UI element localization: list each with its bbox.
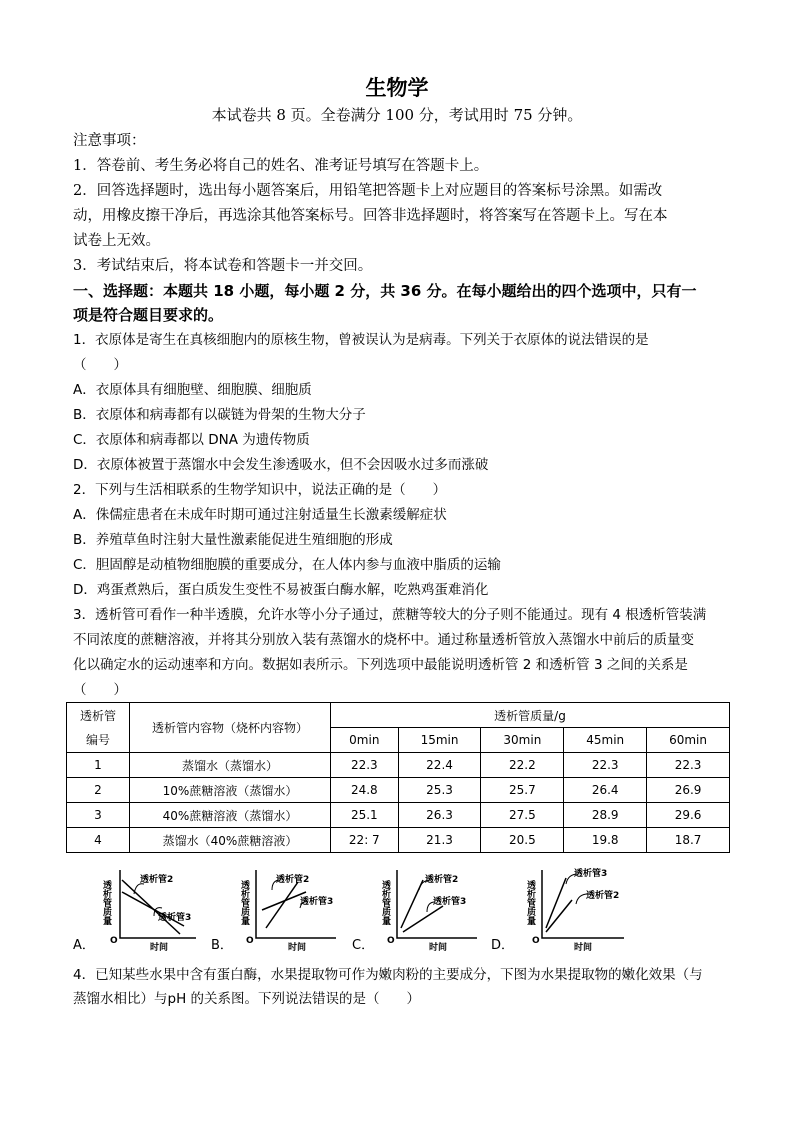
table-header-time: 60min <box>647 728 730 753</box>
question-2-stem: 2．下列与生活相联系的生物学知识中，说法正确的是（ ） <box>73 482 447 498</box>
axes <box>542 870 624 938</box>
option-d-graph <box>520 866 670 953</box>
table-cell: 29.6 <box>647 803 730 828</box>
page-title: 生物学 <box>365 76 429 100</box>
question-3-stem: 3．透析管可看作一种半透膜，允许水等小分子通过，蔗糖等较大的分子则不能通过。现有 4 根透析管装满 <box>73 607 707 623</box>
table-header-time: 30min <box>481 728 564 753</box>
table-header-time: 0min <box>331 728 399 753</box>
table-header-mass: 透析管质量/g <box>331 703 730 728</box>
notice-item: 试卷上无效。 <box>73 233 160 249</box>
table-cell: 26.9 <box>647 778 730 803</box>
table-cell: 22.3 <box>647 753 730 778</box>
label-tube-3: 透析管3 <box>158 913 192 923</box>
table-cell-id: 4 <box>67 828 130 853</box>
question-2-option-a: A．侏儒症患者在未成年时期可通过注射适量生长激素缓解症状 <box>73 507 447 523</box>
notice-item: 2．回答选择题时，选出每小题答案后，用铅笔把答题卡上对应题目的答案标号涂黑。如需改 <box>73 183 663 199</box>
table-cell: 25.3 <box>398 778 481 803</box>
table-cell: 22.2 <box>481 753 564 778</box>
table-cell: 21.3 <box>398 828 481 853</box>
line-tube-2 <box>546 900 572 932</box>
table-cell-id: 3 <box>67 803 130 828</box>
question-3-stem: 不同浓度的蔗糖溶液，并将其分别放入装有蒸馏水的烧杯中。通过称量透析管放入蒸馏水中前后的质量变 <box>73 632 694 648</box>
label-tube-3: 透析管3 <box>433 897 467 907</box>
question-3-stem: 化以确定水的运动速率和方向。数据如表所示。下列选项中最能说明透析管 2 和透析管 3 之间的关系是 <box>73 657 688 673</box>
line-tube-2 <box>266 882 298 928</box>
question-1-option-c: C．衣原体和病毒都以 DNA 为遗传物质 <box>73 432 310 448</box>
notice-item: 动，用橡皮擦干净后，再选涂其他答案标号。回答非选择题时，将答案写在答题卡上。写在本 <box>73 208 668 224</box>
y-axis-label: 透析管质量 <box>239 880 249 925</box>
table-row <box>67 778 730 803</box>
table-row <box>67 803 730 828</box>
question-4-stem: 蒸馏水相比）与pH 的关系图。下列说法错误的是（ ） <box>73 991 421 1007</box>
table-cell: 22.3 <box>564 753 647 778</box>
y-axis-label: 透析管质量 <box>380 880 390 925</box>
table-cell: 22.4 <box>398 753 481 778</box>
question-3-blank: （ ） <box>73 682 127 698</box>
label-tube-3: 透析管3 <box>574 869 608 879</box>
exam-info: 本试卷共 8 页。全卷满分 100 分，考试用时 75 分钟。 <box>211 106 583 124</box>
y-axis-label: 透析管质量 <box>525 880 535 925</box>
x-axis-label: 时间 <box>150 943 169 953</box>
table-cell-id: 2 <box>67 778 130 803</box>
label-tube-2: 透析管2 <box>140 875 174 885</box>
notice-item: 3．考试结束后，将本试卷和答题卡一并交回。 <box>73 258 373 274</box>
label-tube-2: 透析管2 <box>276 875 310 885</box>
dialysis-data-table <box>66 702 730 853</box>
table-cell: 24.8 <box>331 778 399 803</box>
label-tube-2: 透析管2 <box>425 875 459 885</box>
notice-heading: 注意事项： <box>73 133 146 149</box>
table-cell-content: 蒸馏水（蒸馏水） <box>130 753 331 778</box>
table-cell: 19.8 <box>564 828 647 853</box>
table-cell: 26.3 <box>398 803 481 828</box>
question-4-stem: 4．已知某些水果中含有蛋白酶，水果提取物可作为嫩肉粉的主要成分，下图为水果提取物的嫩化效果（与 <box>73 967 703 983</box>
table-cell: 22.3 <box>331 753 399 778</box>
line-tube-3 <box>122 880 180 934</box>
x-axis-label: 时间 <box>288 943 307 953</box>
table-header-id-2: 编号 <box>67 728 130 753</box>
table-cell: 26.4 <box>564 778 647 803</box>
option-a-letter: A． <box>73 938 95 953</box>
origin-label: O <box>246 936 254 946</box>
origin-label: O <box>110 936 118 946</box>
table-header-id-1: 透析管 <box>67 703 130 728</box>
table-cell: 18.7 <box>647 828 730 853</box>
option-b-letter: B． <box>211 938 233 953</box>
origin-label: O <box>532 936 540 946</box>
table-header-content: 透析管内容物（烧杯内容物） <box>130 703 331 753</box>
question-1-option-b: B．衣原体和病毒都有以碳链为骨架的生物大分子 <box>73 407 366 423</box>
table-cell: 22: 7 <box>331 828 399 853</box>
table-cell: 25.7 <box>481 778 564 803</box>
table-cell-content: 40%蔗糖溶液（蒸馏水） <box>130 803 331 828</box>
notice-item: 1．答卷前、考生务必将自己的姓名、准考证号填写在答题卡上。 <box>73 158 489 174</box>
section-heading: 一、选择题：本题共 18 小题，每小题 2 分，共 36 分。在每小题给出的四个选项中，只有一 <box>73 282 697 300</box>
table-header-time: 45min <box>564 728 647 753</box>
table-cell-content: 10%蔗糖溶液（蒸馏水） <box>130 778 331 803</box>
label-tube-3: 透析管3 <box>300 897 334 907</box>
table-row <box>67 753 730 778</box>
table-cell-content: 蒸馏水（40%蔗糖溶液） <box>130 828 331 853</box>
question-2-option-b: B．养殖草鱼时注射大量性激素能促进生殖细胞的形成 <box>73 532 393 548</box>
question-2-option-c: C．胆固醇是动植物细胞膜的重要成分，在人体内参与血液中脂质的运输 <box>73 557 501 573</box>
question-2-option-d: D．鸡蛋煮熟后，蛋白质发生变性不易被蛋白酶水解，吃熟鸡蛋难消化 <box>73 582 489 598</box>
table-row <box>67 828 730 853</box>
table-cell: 20.5 <box>481 828 564 853</box>
table-cell: 27.5 <box>481 803 564 828</box>
y-axis-label: 透析管质量 <box>101 880 111 925</box>
question-1-option-a: A．衣原体具有细胞壁、细胞膜、细胞质 <box>73 382 312 398</box>
question-1-blank: （ ） <box>73 357 127 373</box>
table-header-time: 15min <box>398 728 481 753</box>
x-axis-label: 时间 <box>574 943 593 953</box>
table-cell-id: 1 <box>67 753 130 778</box>
table-cell: 28.9 <box>564 803 647 828</box>
table-cell: 25.1 <box>331 803 399 828</box>
x-axis-label: 时间 <box>429 943 448 953</box>
section-heading: 项是符合题目要求的。 <box>73 306 224 324</box>
question-1-option-d: D．衣原体被置于蒸馏水中会发生渗透吸水，但不会因吸水过多而涨破 <box>73 457 489 473</box>
option-c-letter: C． <box>352 938 375 953</box>
option-d-letter: D． <box>491 938 515 953</box>
question-1-stem: 1．衣原体是寄生在真核细胞内的原核生物，曾被误认为是病毒。下列关于衣原体的说法错误的是 <box>73 332 649 348</box>
label-tube-2: 透析管2 <box>586 891 620 901</box>
origin-label: O <box>387 936 395 946</box>
